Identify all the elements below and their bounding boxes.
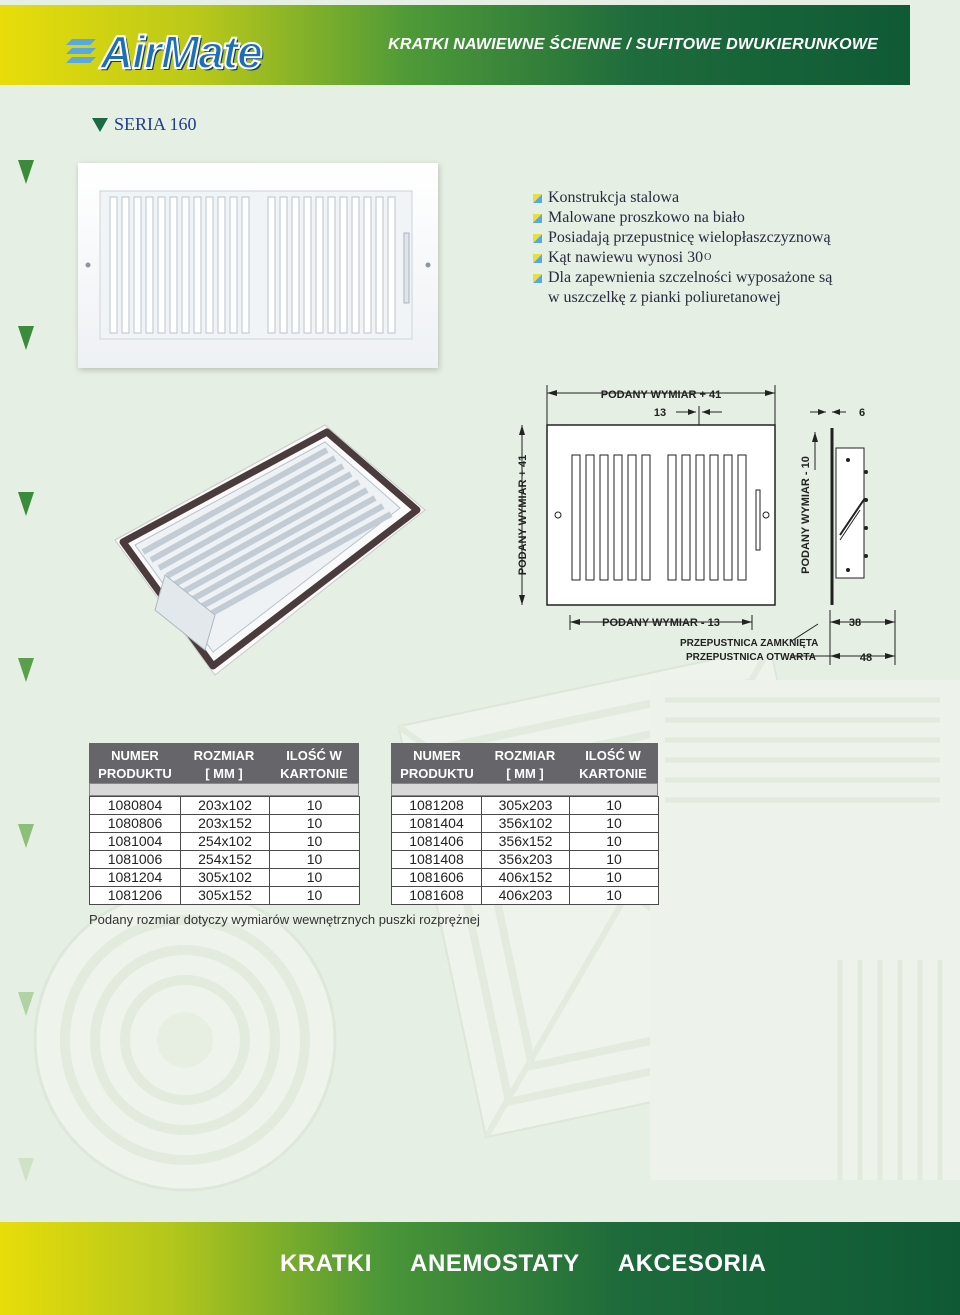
- bullet-icon: [533, 254, 542, 263]
- table-left-header: [89, 743, 359, 783]
- table-cell: 1081606: [391, 868, 482, 887]
- table-row: [89, 814, 359, 832]
- dim-38-label: 38: [848, 617, 862, 629]
- table-cell: 1081204: [89, 868, 181, 887]
- table-row: [391, 814, 658, 832]
- side-triangle-icon: [18, 326, 34, 350]
- table-cell: 10: [569, 886, 659, 905]
- table-row: [391, 850, 658, 868]
- page-title: KRATKI NAWIEWNE ŚCIENNE / SUFITOWE DWUKIERUNKOWE: [388, 36, 878, 53]
- col-header-qty-sub: KARTONIE: [579, 766, 647, 781]
- col-header-size: ROZMIAR: [494, 748, 556, 763]
- col-header-size-sub: [ MM ]: [506, 766, 544, 781]
- top-dimension-label: PODANY WYMIAR + 41: [600, 389, 722, 401]
- table-cell: 1081208: [391, 796, 482, 815]
- damper-closed-label: PRZEPUSTNICA ZAMKNIĘTA: [680, 638, 819, 649]
- series-label: SERIA 160: [114, 114, 197, 134]
- table-cell: 1080806: [89, 814, 181, 833]
- table-cell: 1081608: [391, 886, 482, 905]
- table-cell: 10: [569, 832, 659, 851]
- table-cell: 1081006: [89, 850, 181, 869]
- list-item: Malowane proszkowo na biało: [533, 208, 832, 228]
- table-cell: 1081404: [391, 814, 482, 833]
- col-header-number-sub: PRODUKTU: [98, 766, 172, 781]
- list-item: Konstrukcja stalowa: [533, 188, 832, 208]
- col-header-size: ROZMIAR: [193, 748, 255, 763]
- brand-name: AirMate: [100, 26, 262, 78]
- table-right-body: [391, 796, 658, 904]
- table-note: Podany rozmiar dotyczy wymiarów wewnętrznych puszki rozprężnej: [89, 912, 480, 927]
- table-cell: 356x203: [481, 850, 570, 869]
- table-cell: 10: [569, 850, 659, 869]
- col-header-qty: ILOŚĆ W: [286, 748, 342, 763]
- table-right-header: [391, 743, 658, 783]
- table-cell: 305x203: [481, 796, 570, 815]
- table-row: [89, 868, 359, 886]
- footer-categories: [280, 1250, 784, 1278]
- header-banner: [0, 5, 910, 85]
- table-cell: 10: [269, 850, 360, 869]
- col-header-number: NUMER: [111, 748, 159, 763]
- table-cell: 10: [569, 868, 659, 887]
- table-cell: 203x102: [180, 796, 270, 815]
- bullet-icon: [533, 274, 542, 283]
- table-cell: 10: [269, 886, 360, 905]
- table-row: [391, 832, 658, 850]
- col-header-qty: ILOŚĆ W: [585, 748, 641, 763]
- col-header-number-sub: PRODUKTU: [400, 766, 474, 781]
- table-left-body: [89, 796, 359, 904]
- table-row: [89, 832, 359, 850]
- bullet-icon: [533, 194, 542, 203]
- table-row: [89, 886, 359, 904]
- table-cell: 254x152: [180, 850, 270, 869]
- table-cell: 305x152: [180, 886, 270, 905]
- col-header-number: NUMER: [413, 748, 461, 763]
- table-row: [89, 850, 359, 868]
- table-cell: 305x102: [180, 868, 270, 887]
- degree-superscript: O: [704, 252, 712, 263]
- triangle-marker-icon: [92, 118, 108, 132]
- table-cell: 10: [269, 832, 360, 851]
- footer-banner: [0, 1222, 960, 1315]
- list-item-continuation: w uszczelkę z pianki poliuretanowej: [548, 289, 781, 306]
- table-cell: 10: [269, 796, 360, 815]
- brand-logo: [66, 27, 306, 77]
- bottom-dimension-label: PODANY WYMIAR - 13: [602, 617, 720, 629]
- table-cell: 1081206: [89, 886, 181, 905]
- logo-mark-icon: [66, 37, 96, 67]
- left-dimension-label: PODANY WYMIAR + 41: [517, 454, 529, 576]
- footer-item-kratki: KRATKI: [280, 1250, 372, 1277]
- table-cell: 10: [569, 796, 659, 815]
- dimension-diagram: [500, 380, 900, 670]
- table-cell: 254x102: [180, 832, 270, 851]
- table-cell: 356x152: [481, 832, 570, 851]
- table-left-spacer: [89, 783, 359, 796]
- table-row: [391, 868, 658, 886]
- product-photo-front: [78, 163, 438, 368]
- table-cell: 10: [269, 868, 360, 887]
- table-row: [391, 886, 658, 904]
- damper-open-label: PRZEPUSTNICA OTWARTA: [686, 652, 816, 663]
- table-cell: 356x102: [481, 814, 570, 833]
- side-triangle-icon: [18, 160, 34, 184]
- dim-6-label: 6: [858, 407, 866, 419]
- right-dimension-label: PODANY WYMIAR - 10: [800, 456, 812, 574]
- table-row: [391, 796, 658, 814]
- table-cell: 406x203: [481, 886, 570, 905]
- list-item: Posiadają przepustnicę wielopłaszczyznową: [533, 228, 832, 248]
- table-cell: 10: [269, 814, 360, 833]
- table-cell: 1081004: [89, 832, 181, 851]
- series-heading: [92, 114, 197, 135]
- features-list: [533, 188, 832, 308]
- list-item: Dla zapewnienia szczelności wyposażone są: [533, 268, 832, 288]
- table-right-spacer: [391, 783, 658, 796]
- table-cell: 406x152: [481, 868, 570, 887]
- table-cell: 203x152: [180, 814, 270, 833]
- footer-item-akcesoria: AKCESORIA: [617, 1250, 767, 1277]
- table-row: [89, 796, 359, 814]
- dim-48-label: 48: [859, 652, 873, 664]
- bullet-icon: [533, 214, 542, 223]
- dim-13-label: 13: [653, 407, 667, 419]
- grille-front-illustration: [78, 163, 438, 368]
- footer-item-anemostaty: ANEMOSTATY: [410, 1250, 580, 1277]
- table-cell: 1081408: [391, 850, 482, 869]
- side-triangle-icon: [18, 492, 34, 516]
- col-header-size-sub: [ MM ]: [205, 766, 243, 781]
- table-cell: 10: [569, 814, 659, 833]
- product-photo-iso: [95, 420, 435, 690]
- bullet-icon: [533, 234, 542, 243]
- table-cell: 1081406: [391, 832, 482, 851]
- table-cell: 1080804: [89, 796, 181, 815]
- col-header-qty-sub: KARTONIE: [280, 766, 348, 781]
- list-item: Kąt nawiewu wynosi 30 O: [533, 248, 832, 268]
